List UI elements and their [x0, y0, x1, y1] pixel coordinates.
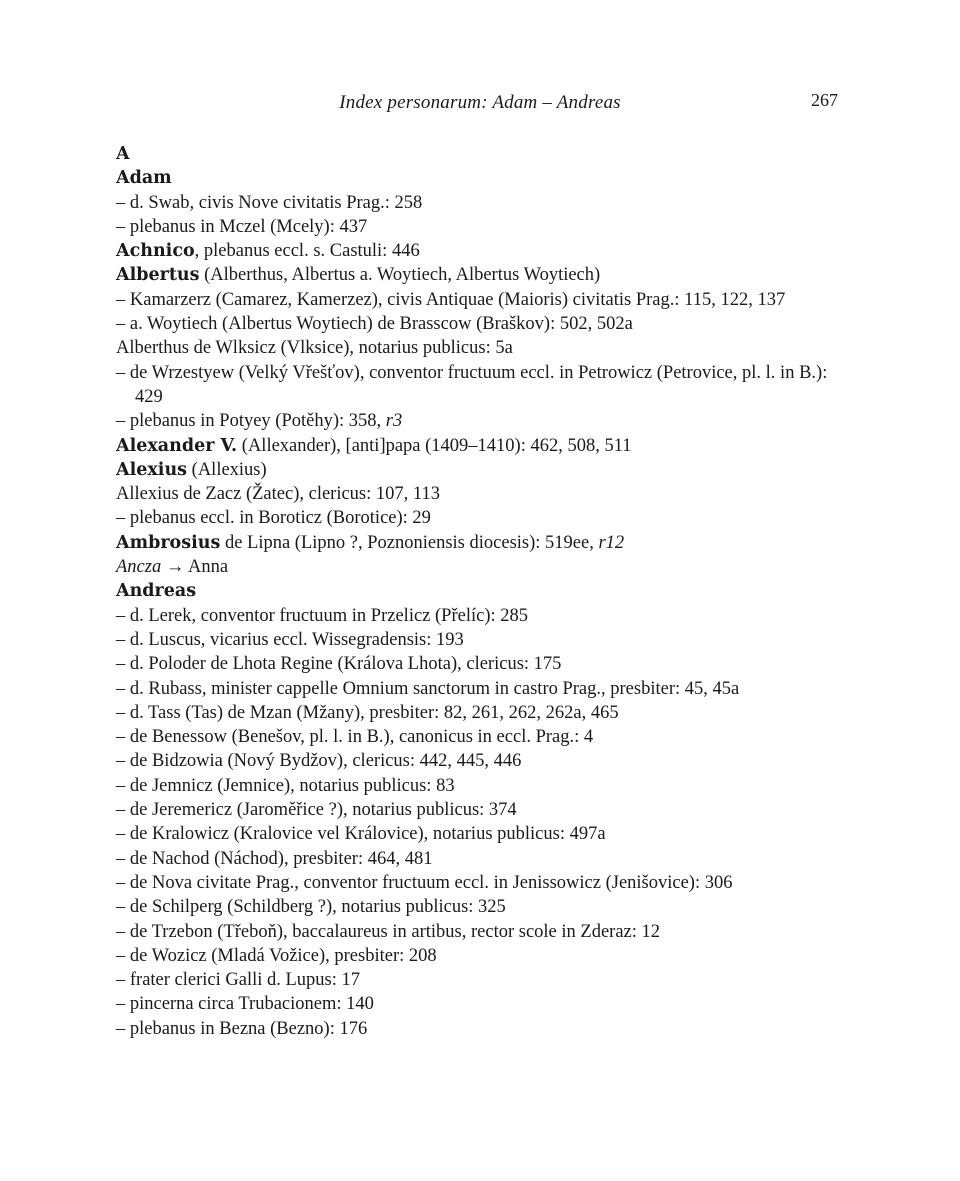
index-cross-reference: [116, 555, 836, 579]
entry-text: – de Schilperg (Schildberg ?), notarius publicus: 325: [116, 897, 506, 918]
entry-text: de Lipna (Lipno ?, Poznoniensis diocesis): 519ee,: [220, 532, 599, 553]
index-subentry: [116, 191, 836, 215]
entry-text: – plebanus in Potyey (Potěhy): 358,: [116, 411, 386, 432]
entry-text: – frater clerici Galli d. Lupus: 17: [116, 970, 361, 991]
index-subentry: [116, 847, 836, 871]
entry-text: – de Jemnicz (Jemnice), notarius publicus: 83: [116, 775, 455, 796]
entry-text: – de Nova civitate Prag., conventor fructuum eccl. in Jenissowicz (Jenišovice): 306: [116, 872, 733, 893]
index-subentry: [116, 749, 836, 773]
index-subentry: [116, 822, 836, 846]
entry-text: – d. Swab, civis Nove civitatis Prag.: 258: [116, 192, 423, 213]
entry-text: – plebanus eccl. in Boroticz (Borotice): 29: [116, 508, 431, 529]
index-section-letter: [116, 142, 836, 166]
entry-text: – de Bidzowia (Nový Bydžov), clericus: 442, 445, 446: [116, 751, 522, 772]
index-subentry: [116, 652, 836, 676]
index-subentry: [116, 628, 836, 652]
index-subentry: [116, 774, 836, 798]
entry-text: – de Nachod (Náchod), presbiter: 464, 481: [116, 848, 433, 869]
entry-text: – d. Rubass, minister cappelle Omnium sanctorum in castro Prag., presbiter: 45, 45a: [116, 678, 740, 699]
entry-text: Allexius de Zacz (Žatec), clericus: 107, 113: [116, 484, 440, 505]
index-subentry: [116, 361, 836, 410]
entry-text: – de Kralowicz (Kralovice vel Královice), notarius publicus: 497a: [116, 824, 606, 845]
index-headword-entry: [116, 434, 836, 458]
index-headword-entry: [116, 166, 836, 190]
headword: Andreas: [116, 581, 197, 602]
page-number: 267: [811, 90, 838, 110]
headword: Adam: [116, 168, 172, 189]
entry-text: – d. Tass (Tas) de Mzan (Mžany), presbiter: 82, 261, 262, 262a, 465: [116, 702, 619, 723]
headword: Alexius: [116, 459, 188, 480]
crossref-term: Ancza: [116, 557, 162, 578]
index-entries: [116, 142, 836, 1041]
index-entry: [116, 336, 836, 360]
reference-tail: r12: [598, 532, 625, 553]
index-subentry: [116, 409, 836, 433]
entry-text: , plebanus eccl. s. Castuli: 446: [194, 241, 420, 262]
index-subentry: [116, 798, 836, 822]
arrow-icon: →: [165, 557, 185, 578]
entry-text: – a. Woytiech (Albertus Woytiech) de Brasscow (Braškov): 502, 502a: [116, 314, 633, 335]
index-headword-entry: [116, 239, 836, 263]
entry-text: – d. Luscus, vicarius eccl. Wissegradensis: 193: [116, 629, 464, 650]
index-subentry: [116, 215, 836, 239]
index-subentry: [116, 920, 836, 944]
index-subentry: [116, 944, 836, 968]
entry-text: (Alberthus, Albertus a. Woytiech, Albertus Woytiech): [199, 265, 601, 286]
section-letter: A: [116, 144, 130, 164]
index-subentry: [116, 288, 836, 312]
index-subentry: [116, 968, 836, 992]
entry-text: – plebanus in Bezna (Bezno): 176: [116, 1018, 368, 1039]
index-headword-entry: [116, 263, 836, 287]
entry-text: (Allexius): [187, 459, 267, 480]
entry-text: – d. Lerek, conventor fructuum in Przelicz (Přelíc): 285: [116, 605, 528, 626]
index-subentry: [116, 1017, 836, 1041]
entry-text: – Kamarzerz (Camarez, Kamerzez), civis Antiquae (Maioris) civitatis Prag.: 115, 122, 137: [116, 289, 786, 310]
index-headword-entry: [116, 579, 836, 603]
entry-text: – de Wozicz (Mladá Vožice), presbiter: 208: [116, 945, 437, 966]
index-headword-entry: [116, 458, 836, 482]
index-subentry: [116, 895, 836, 919]
headword: Ambrosius: [116, 532, 221, 553]
entry-text: – pincerna circa Trubacionem: 140: [116, 994, 374, 1015]
entry-text: Alberthus de Wlksicz (Vlksice), notarius publicus: 5a: [116, 338, 513, 359]
index-subentry: [116, 992, 836, 1016]
index-subentry: [116, 604, 836, 628]
entry-text: – d. Poloder de Lhota Regine (Králova Lhota), clericus: 175: [116, 654, 562, 675]
index-subentry: [116, 871, 836, 895]
index-entry: [116, 482, 836, 506]
reference-tail: r3: [385, 411, 403, 432]
index-subentry: [116, 506, 836, 530]
headword: Alexander V.: [116, 435, 238, 456]
index-headword-entry: [116, 531, 836, 555]
index-subentry: [116, 312, 836, 336]
crossref-target: Anna: [187, 557, 229, 578]
running-head: Index personarum: Adam – Andreas: [339, 92, 621, 113]
entry-text: – de Benessow (Benešov, pl. l. in B.), canonicus in eccl. Prag.: 4: [116, 727, 594, 748]
headword: Achnico: [116, 241, 195, 262]
index-subentry: [116, 725, 836, 749]
entry-text: – plebanus in Mczel (Mcely): 437: [116, 216, 368, 237]
index-subentry: [116, 701, 836, 725]
entry-text: – de Wrzestyew (Velký Vřešťov), conventor fructuum eccl. in Petrowicz (Petrovice, pl. l. in B.): 429: [116, 362, 828, 407]
entry-text: – de Trzebon (Třeboň), baccalaureus in artibus, rector scole in Zderaz: 12: [116, 921, 661, 942]
entry-text: (Allexander), [anti]papa (1409–1410): 462, 508, 511: [237, 435, 632, 456]
index-subentry: [116, 677, 836, 701]
headword: Albertus: [116, 265, 200, 286]
entry-text: – de Jeremericz (Jaroměřice ?), notarius publicus: 374: [116, 800, 517, 821]
